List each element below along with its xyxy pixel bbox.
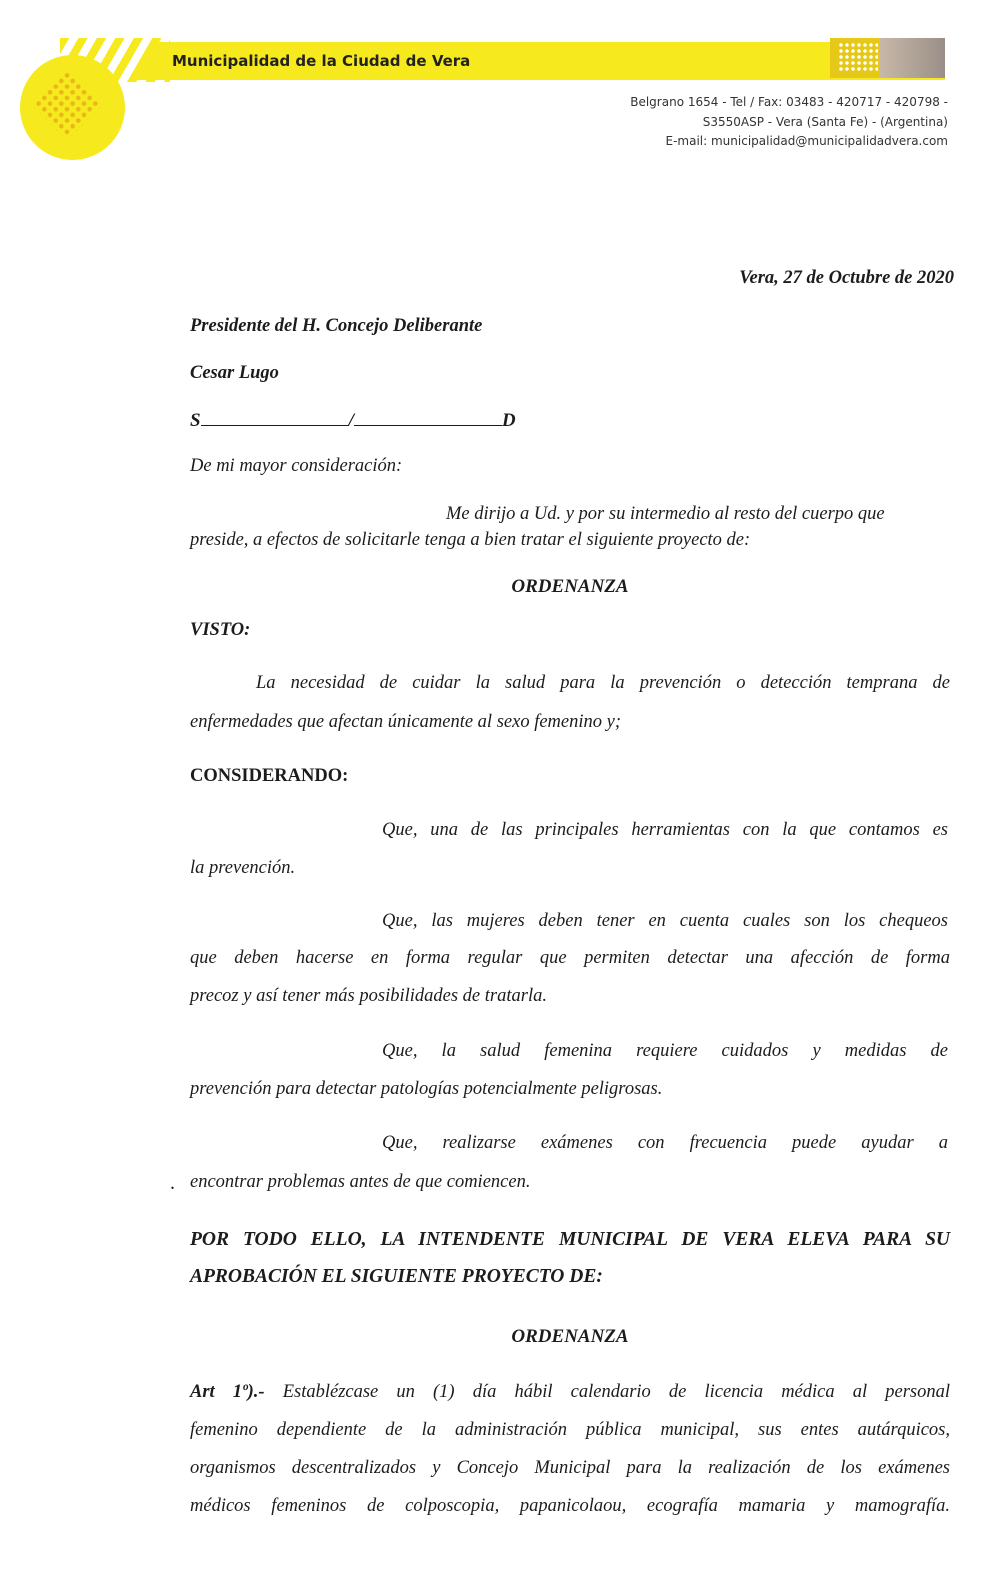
art1-line: organismos descentralizados y Concejo Municipal para la realización de los exámenes (190, 1458, 950, 1478)
sd-line (190, 410, 516, 432)
email-line: E-mail: municipalidad@municipalidadvera.com (665, 134, 948, 148)
visto-label: VISTO: (190, 620, 251, 640)
considerando-line: Que, realizarse exámenes con frecuencia puede ayudar a (382, 1133, 948, 1153)
por-todo-line: APROBACIÓN EL SIGUIENTE PROYECTO DE: (190, 1266, 603, 1287)
letterhead-corner-gray (880, 38, 945, 78)
heading-ordenanza-2: ORDENANZA (511, 1326, 629, 1347)
art1-line (190, 1382, 950, 1403)
considerando-line: precoz y así tener más posibilidades de tratarla. (190, 986, 547, 1006)
org-name: Municipalidad de la Ciudad de Vera (172, 52, 471, 70)
letter-date: Vera, 27 de Octubre de 2020 (739, 268, 954, 288)
considerando-line: que deben hacerse en forma regular que permiten detectar una afección de forma (190, 948, 950, 968)
salutation: De mi mayor consideración: (190, 456, 403, 476)
visto-line: enfermedades que afectan únicamente al sexo femenino y; (190, 712, 622, 732)
art1-label: Art 1º).- (190, 1382, 265, 1402)
intro-line: preside, a efectos de solicitarle tenga a bien tratar el siguiente proyecto de: (190, 530, 751, 550)
considerando-label: CONSIDERANDO: (190, 766, 349, 786)
considerando-line: la prevención. (190, 858, 296, 878)
sd-slash: / (348, 410, 354, 431)
addressee-name: Cesar Lugo (190, 363, 279, 383)
address-line: S3550ASP - Vera (Santa Fe) - (Argentina) (702, 114, 948, 129)
considerando-line: Que, la salud femenina requiere cuidados y medidas de (382, 1041, 948, 1061)
art1-line: femenino dependiente de la administración pública municipal, sus entes autárquicos, (190, 1420, 950, 1440)
heading-ordenanza: ORDENANZA (511, 576, 629, 597)
sd-d: D (501, 410, 516, 431)
considerando-line: Que, las mujeres deben tener en cuenta cuales son los chequeos (382, 911, 948, 931)
sd-underline (201, 411, 349, 426)
sd-underline (354, 411, 502, 426)
considerando-line: prevención para detectar patologías potencialmente peligrosas. (190, 1079, 663, 1099)
considerando-line: Que, una de las principales herramientas con la que contamos es (382, 820, 948, 840)
stray-dot: . (170, 1172, 175, 1194)
address-line: Belgrano 1654 - Tel / Fax: 03483 - 420717 - 420798 - (630, 95, 948, 109)
sd-s: S (190, 410, 201, 431)
visto-line: La necesidad de cuidar la salud para la prevención o detección temprana de (256, 673, 950, 693)
por-todo-line: POR TODO ELLO, LA INTENDENTE MUNICIPAL DE VERA ELEVA PARA SU (190, 1229, 950, 1250)
art1-text: Establézcase un (1) día hábil calendario de licencia médica al personal (282, 1382, 951, 1402)
art1-line: médicos femeninos de colposcopia, papanicolaou, ecografía mamaria y mamografía. (190, 1496, 950, 1516)
considerando-line: encontrar problemas antes de que comiencen. (190, 1172, 531, 1192)
contact-block (630, 93, 948, 152)
intro-line: Me dirijo a Ud. y por su intermedio al resto del cuerpo que (446, 504, 885, 524)
addressee-title: Presidente del H. Concejo Deliberante (190, 316, 483, 336)
